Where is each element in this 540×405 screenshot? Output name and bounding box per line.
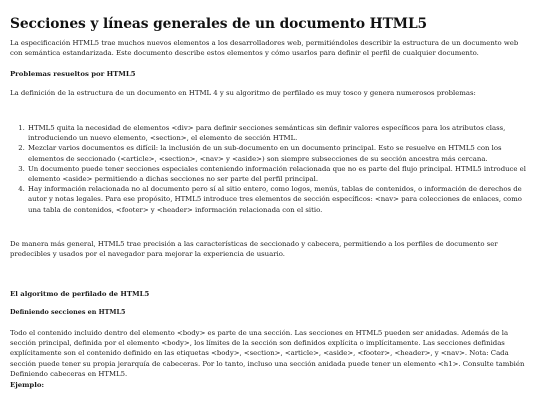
- intro-paragraph: La especificación HTML5 trae muchos nuevos elementos a los desarrolladores web, permitiéndoles describir la estructura de un documento web con semántica estandarizada. Este documento describe estos elementos y cómo usarlos para definir el perfil de cualquier documento.: [10, 39, 519, 58]
- summary-paragraph: De manera más general, HTML5 trae precisión a las características de seccionado y cabecera, permitiendo a los perfiles de documento ser predecibles y usados por el navegador para mejorar la experiencia de usuario.: [10, 240, 498, 259]
- algorithm-heading: El algoritmo de perfilado de HTML5: [10, 290, 150, 298]
- page-title: Secciones y líneas generales de un documento HTML5: [10, 16, 428, 32]
- problems-list: [10, 123, 530, 215]
- list-item: 1. HTML5 quita la necesidad de elementos <div> para definir secciones semánticas sin definir valores específicos para los atributos class, introduciendo un nuevo elemento, <section>, el elemento de sección HTML.: [27, 123, 530, 143]
- list-item: 3. Un documento puede tener secciones especiales conteniendo información relacionada que no es parte del flujo principal. HTML5 introduce el elemento <aside> permitiendo a dichas secciones no ser parte del perfil principal.: [27, 164, 530, 184]
- list-item: 4. Hay información relacionada no al documento pero sí al sitio entero, como logos, menús, tablas de contenidos, o información de derechos de autor y notas legales. Para ese propósito, HTML5 introduce tres elementos de sección específicos: <nav> para colecciones de enlaces, como una tabla de contenidos, <footer> y <header> información relacionada con el sitio.: [27, 184, 530, 215]
- example-heading: Ejemplo:: [10, 381, 44, 389]
- problems-intro: La definición de la estructura de un documento en HTML 4 y su algoritmo de perfilado es muy tosco y genera numerosos problemas:: [10, 89, 476, 97]
- list-item: 2. Mezclar varios documentos es difícil: la inclusión de un sub-documento en un documento principal. Esto se resuelve en HTML5 con los elementos de seccionado (<article>, <section>, <nav> y <aside>) son siempre subsecciones de su sección ancestra más cercana.: [27, 143, 530, 163]
- defining-sections-heading: Definiendo secciones en HTML5: [10, 308, 126, 316]
- problems-heading: Problemas resueltos por HTML5: [10, 70, 136, 78]
- defining-sections-paragraph: Todo el contenido incluido dentro del elemento <body> es parte de una sección. Las secciones en HTML5 pueden ser anidadas. Además de la sección principal, definida por el elemento <body>, los límites de la sección son definidos explícita o implícitamente. Las secciones definidas explícitamente son el contenido definido en las etiquetas <body>, <section>, <article>, <aside>, <footer>, <header>, y <nav>. Nota: Cada sección puede tener su propia jerarquía de cabeceras. Por lo tanto, incluso una sección anidada puede tener un elemento <h1>. Consulte también Definiendo cabeceras en HTML5.: [10, 329, 525, 378]
